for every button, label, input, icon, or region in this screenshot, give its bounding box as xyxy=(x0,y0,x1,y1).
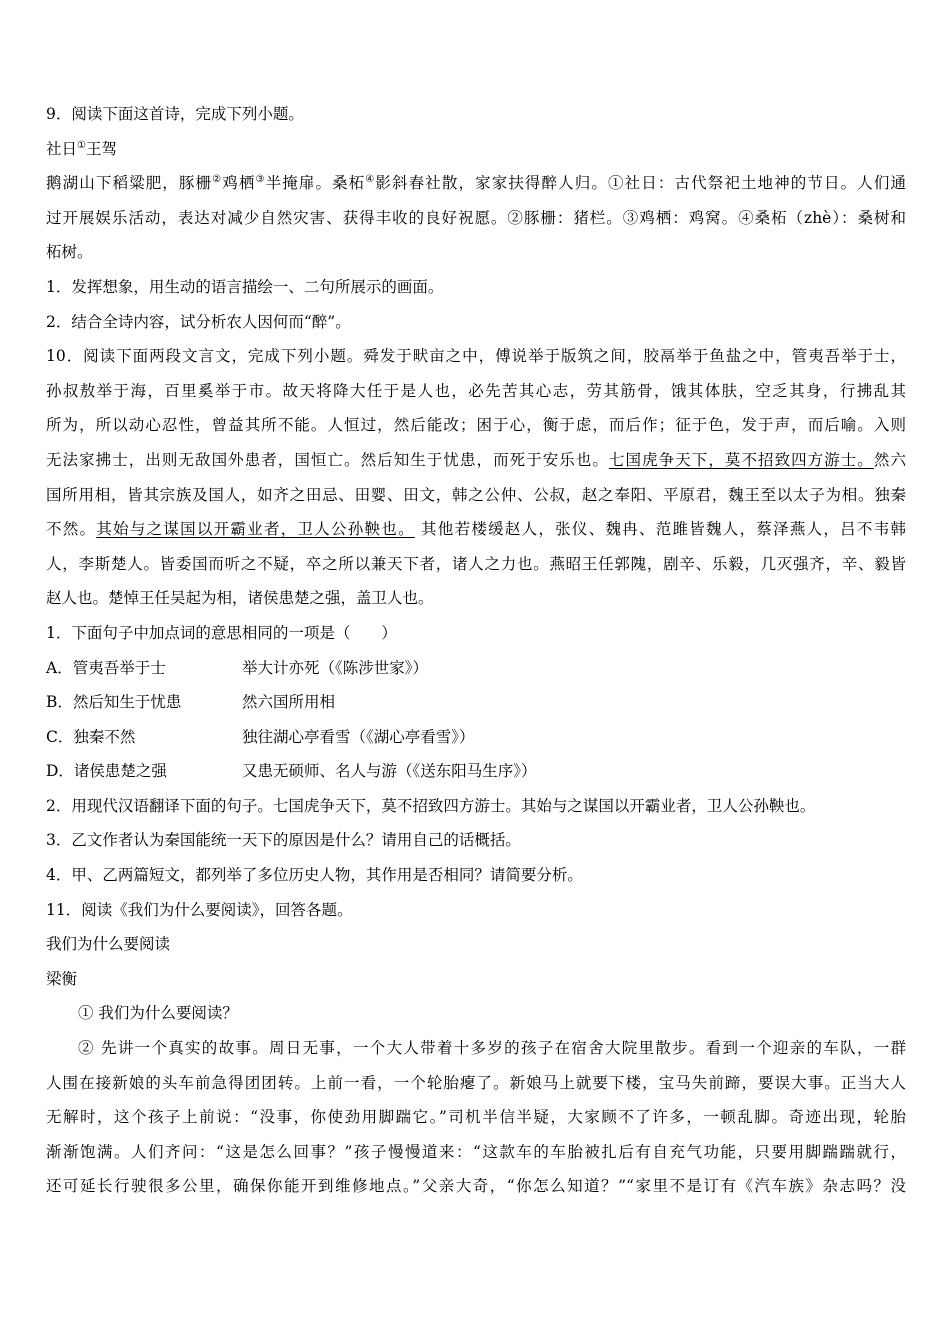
footnote-marker: ④ xyxy=(365,174,376,186)
option-compare: 独往湖心亭看雪（《湖心亭看雪》） xyxy=(242,727,475,746)
q10-text-line-1: 10．阅读下面两段文言文，完成下列小题。舜发于畎亩之中，傅说举于版筑之间，胶鬲举于鱼盐之中，管夷吾举于士， xyxy=(46,347,906,366)
q11-paragraph-2-line-2: 人围在接新娘的头车前急得团团转。上前一看，一个轮胎瘪了。新娘马上就要下楼，宝马失前蹄，要误大事。正当大人 xyxy=(46,1073,906,1092)
option-label: C．独秦不然 xyxy=(46,727,136,746)
option-c xyxy=(46,720,906,755)
q11-paragraph-1: ① 我们为什么要阅读？ xyxy=(78,1004,238,1023)
q10-text-line-6: 不然。其始与之谋国以开霸业者，卫人公孙鞅也。 其他若楼缓赵人，张仪、魏冉、范雎皆魏人，蔡泽燕人，吕不韦韩 xyxy=(46,520,906,539)
option-compare: 又患无硕师、名人与游（《送东阳马生序》） xyxy=(242,762,537,781)
q11-paragraph-2-line-4: 渐渐饱满。人们齐问：“这是怎么回事？”孩子慢慢道来：“这款车的车胎被扎后有自充气功能，只要用脚踹踹就行， xyxy=(46,1142,906,1161)
q9-poem-title: 社日 xyxy=(46,139,78,158)
q10-text-line-7: 人，李斯楚人。皆委国而听之不疑，卒之所以兼天下者，诸人之力也。燕昭王任郭隗，剧辛、乐毅，几灭强齐，辛、毅皆 xyxy=(46,554,906,573)
q10-text-line-2: 孙叔敖举于海，百里奚举于市。故天将降大任于是人也，必先苦其心志，劳其筋骨，饿其体肤，空乏其身，行拂乱其 xyxy=(46,381,906,400)
option-label: D．诸侯患楚之强 xyxy=(46,762,167,781)
document-body xyxy=(46,97,906,1204)
option-label: B．然后知生于忧患 xyxy=(46,693,182,712)
footnote-marker: ③ xyxy=(255,174,266,186)
q11-paragraph-2-line-5: 还可延长行驶很多公里，确保你能开到维修地点。”父亲大奇，“你怎么知道？”“家里不是订有《汽车族》杂志吗？没 xyxy=(46,1177,906,1196)
option-label: A．管夷吾举于士 xyxy=(46,658,166,677)
q10-subquestion-4: 4．甲、乙两篇短文，都列举了多位历史人物，其作用是否相同？请简要分析。 xyxy=(46,866,583,885)
underlined-sentence: 其始与之谋国以开霸业者，卫人公孙鞅也。 xyxy=(96,520,415,539)
underlined-sentence: 七国虎争天下，莫不招致四方游士。 xyxy=(608,450,874,469)
q10-text-line-4: 无法家拂士，出则无敌国外患者，国恒亡。然后知生于忧患，而死于安乐也。七国虎争天下，莫不招致四方游士。然六 xyxy=(46,450,906,469)
q10-text-line-5: 国所用相，皆其宗族及国人，如齐之田忌、田婴、田文，韩之公仲、公叔，赵之奉阳、平原君，魏王至以太子为相。独秦 xyxy=(46,485,906,504)
footnote-marker: ① xyxy=(77,139,86,151)
q9-poem-line-1: 鹅湖山下稻粱肥，豚栅②鸡栖③半掩扉。桑柘④影斜春社散，家家扶得醉人归。①社日：古代祭祀土地神的节日。人们通 xyxy=(46,174,906,193)
option-compare: 然六国所用相 xyxy=(242,693,336,712)
q10-subquestion-1: 1．下面句子中加点词的意思相同的一项是（ ） xyxy=(46,623,397,642)
footnote-marker: ② xyxy=(212,174,223,186)
q9-subquestion-1: 1．发挥想象，用生动的语言描绘一、二句所展示的画面。 xyxy=(46,277,444,296)
q10-subquestion-2: 2．用现代汉语翻译下面的句子。七国虎争天下，莫不招致四方游士。其始与之谋国以开霸业者，卫人公孙鞅也。 xyxy=(46,796,816,815)
option-b xyxy=(46,685,906,720)
option-a xyxy=(46,651,906,686)
q9-intro: 9．阅读下面这首诗，完成下列小题。 xyxy=(46,105,304,123)
q11-intro: 11．阅读《我们为什么要阅读》，回答各题。 xyxy=(46,900,353,919)
option-compare: 举大计亦死（《陈涉世家》） xyxy=(242,658,429,677)
q10-subquestion-3: 3．乙文作者认为秦国能统一天下的原因是什么？请用自己的话概括。 xyxy=(46,831,521,850)
q11-paragraph-2-line-1: ② 先讲一个真实的故事。周日无事，一个大人带着十多岁的孩子在宿舍大院里散步。看到一个迎亲的车队，一群 xyxy=(78,1039,906,1058)
q9-subquestion-2: 2．结合全诗内容，试分析农人因何而“醉”。 xyxy=(46,312,351,331)
q9-poem-author: 王驾 xyxy=(85,139,117,158)
q9-notes-line: 过开展娱乐活动，表达对减少自然灾害、获得丰收的良好祝愿。②豚栅：猪栏。③鸡栖：鸡窝。④桑柘（zhè）：桑树和 xyxy=(46,208,906,227)
q10-text-line-8: 赵人也。楚悼王任吴起为相，诸侯患楚之强，盖卫人也。 xyxy=(46,589,434,608)
q9-notes-end: 柘树。 xyxy=(46,243,93,262)
q10-text-line-3: 所为，所以动心忍性，曾益其所不能。人恒过，然后能改；困于心，衡于虑，而后作；征于色，发于声，而后喻。入则 xyxy=(46,416,906,435)
option-d xyxy=(46,754,906,789)
q11-article-title: 我们为什么要阅读 xyxy=(46,935,171,954)
q9-poem-heading xyxy=(46,132,906,167)
q11-paragraph-2-line-3: 无解时，这个孩子上前说：“没事，你使劲用脚踹它。”司机半信半疑，大家顾不了许多，一顿乱脚。奇迹出现，轮胎 xyxy=(46,1108,906,1127)
q11-article-author: 梁衡 xyxy=(46,969,78,988)
